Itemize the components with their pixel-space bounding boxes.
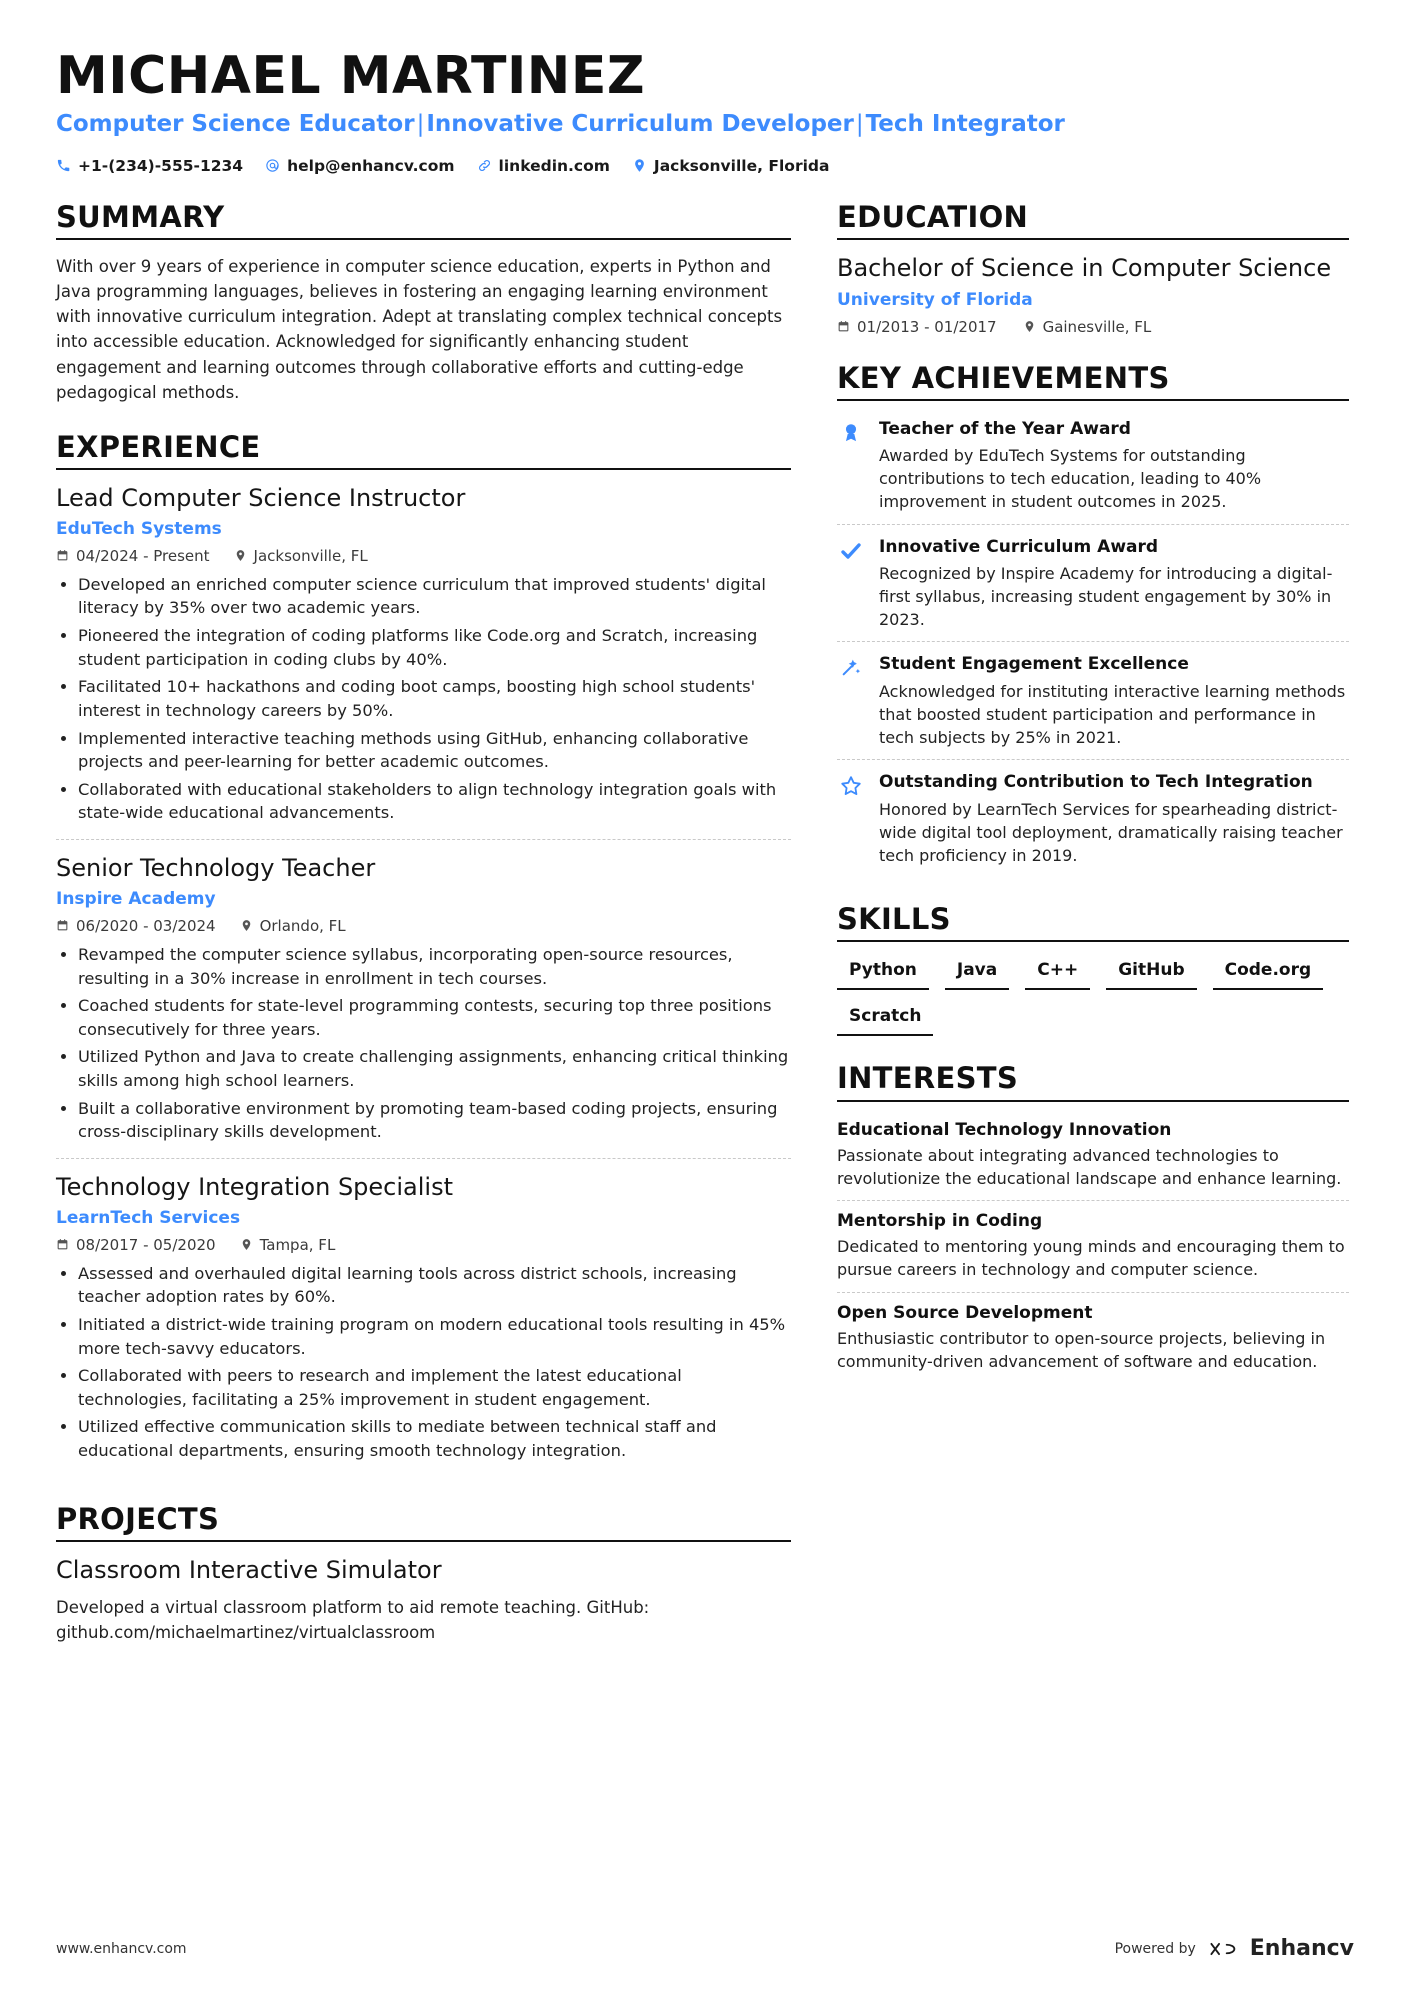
footer-powered-by (1115, 1936, 1354, 1961)
headline-separator-2: | (855, 111, 864, 138)
skills-list (837, 956, 1349, 1036)
interest-title: Educational Technology Innovation (837, 1119, 1172, 1140)
job-bullet: • Coached students for state-level programming contests, securing top three positions consecutively for three years. (78, 994, 791, 1041)
achievement-title: Teacher of the Year Award (879, 418, 1131, 439)
summary-text: With over 9 years of experience in computer science education, experts in Python and Java programming languages, believes in fostering an engaging learning environment with innovative curriculum integration. Adept at translating complex technical concepts into accessible education. Acknowledged for significantly enhancing student engagement and learning outcomes through collaborative efforts and cutting-edge pedagogical methods. (56, 257, 783, 402)
job-dates-text: 08/2017 - 05/2020 (76, 1235, 216, 1254)
experience-divider (56, 468, 791, 470)
achievement-description: Honored by LearnTech Services for spearheading district-wide digital tool deployment, dramatically raising teacher tech proficiency in 2019. (879, 799, 1343, 865)
job-location (240, 917, 346, 935)
achievements-divider (837, 399, 1349, 401)
headline-part-2: Innovative Curriculum Developer (426, 111, 854, 138)
achievement-description: Awarded by EduTech Systems for outstanding contributions to tech education, leading to 40% improvement in student outcomes in 2025. (879, 446, 1262, 512)
education-meta (837, 318, 1349, 336)
job-bullets (56, 1262, 791, 1463)
job-company: Inspire Academy (56, 888, 216, 909)
section-skills (837, 903, 1349, 1036)
job-dates (56, 547, 210, 565)
resume-body (56, 201, 1354, 1672)
job-dates (56, 1236, 216, 1254)
job-location-text: Jacksonville, FL (253, 546, 368, 565)
interest-item (837, 1116, 1349, 1200)
skill-chip: Code.org (1213, 956, 1324, 990)
contact-link[interactable] (477, 157, 610, 175)
job-bullet: • Collaborated with educational stakeholders to align technology integration goals with state-wide educational advancements. (78, 778, 791, 825)
job-bullets (56, 573, 791, 825)
job-bullet: • Initiated a district-wide training program on modern educational tools resulting in 45% more tech-savvy educators. (78, 1313, 791, 1360)
headline-part-3: Tech Integrator (865, 111, 1065, 138)
location-icon (234, 549, 247, 562)
interest-title: Open Source Development (837, 1302, 1093, 1323)
job-dates (56, 917, 216, 935)
job-bullet: • Utilized Python and Java to create challenging assignments, enhancing critical thinking skills among high school learners. (78, 1045, 791, 1092)
location-icon (1023, 320, 1036, 333)
interest-description: Enthusiastic contributor to open-source projects, believing in community-driven advancement of software and education. (837, 1328, 1326, 1371)
footer-website[interactable]: www.enhancv.com (56, 1940, 187, 1957)
enhancv-logo (1208, 1936, 1354, 1961)
job-location-text: Orlando, FL (259, 916, 346, 935)
job-bullet: • Pioneered the integration of coding platforms like Code.org and Scratch, increasing student participation in coding clubs by 40%. (78, 624, 791, 671)
star-icon (837, 772, 865, 867)
enhancv-wordmark: Enhancv (1249, 1936, 1354, 1961)
skills-divider (837, 940, 1349, 942)
section-projects (56, 1503, 791, 1646)
education-divider (837, 238, 1349, 240)
calendar-icon (56, 919, 69, 932)
achievement-title: Innovative Curriculum Award (879, 536, 1159, 557)
section-interests (837, 1062, 1349, 1382)
achievement-item (837, 524, 1349, 642)
job-title: Senior Technology Teacher (56, 854, 376, 883)
job-dates-text: 06/2020 - 03/2024 (76, 916, 216, 935)
job-bullet: • Implemented interactive teaching methods using GitHub, enhancing collaborative projects and peer-learning for better academic outcomes. (78, 727, 791, 774)
calendar-icon (56, 549, 69, 562)
achievements-heading: KEY ACHIEVEMENTS (837, 360, 1170, 395)
interest-item (837, 1292, 1349, 1383)
education-item (837, 254, 1349, 335)
achievement-description: Acknowledged for instituting interactive learning methods that boosted student participation and performance in tech subjects by 25% in 2021. (879, 681, 1346, 748)
job-company: LearnTech Services (56, 1207, 241, 1228)
section-education (837, 201, 1349, 336)
experience-item (56, 1158, 791, 1477)
contact-email-text[interactable]: help@enhancv.com (287, 156, 455, 175)
experience-item (56, 839, 791, 1158)
job-bullet: • Built a collaborative environment by promoting team-based coding projects, ensuring cross-disciplinary skills development. (78, 1097, 791, 1144)
interests-heading: INTERESTS (837, 1061, 1019, 1096)
contact-email (265, 157, 454, 175)
headline (56, 110, 1354, 139)
medal-icon (837, 419, 865, 514)
job-meta (56, 1236, 791, 1254)
job-title: Lead Computer Science Instructor (56, 484, 466, 513)
contact-phone (56, 157, 243, 175)
right-column (837, 201, 1349, 1409)
interests-divider (837, 1100, 1349, 1102)
job-bullet: • Utilized effective communication skills to mediate between technical staff and educational departments, ensuring smooth technology integration. (78, 1415, 791, 1462)
enhancv-mark-icon (1208, 1938, 1242, 1960)
education-school: University of Florida (837, 289, 1033, 310)
education-location-text: Gainesville, FL (1042, 317, 1152, 336)
section-summary (56, 201, 791, 405)
job-bullet: • Facilitated 10+ hackathons and coding boot camps, boosting high school students' interest in technology careers by 50%. (78, 675, 791, 722)
skill-chip: Java (945, 956, 1009, 990)
job-company: EduTech Systems (56, 518, 222, 539)
achievement-item (837, 641, 1349, 759)
projects-divider (56, 1540, 791, 1542)
job-bullet: • Developed an enriched computer science curriculum that improved students' digital literacy by 35% over two academic years. (78, 573, 791, 620)
education-dates (837, 318, 997, 336)
skills-heading: SKILLS (837, 902, 951, 937)
calendar-icon (837, 320, 850, 333)
skill-chip: GitHub (1106, 956, 1196, 990)
job-bullets (56, 943, 791, 1144)
page-footer (56, 1936, 1354, 1961)
achievement-item (837, 759, 1349, 877)
skill-chip: Scratch (837, 1002, 933, 1036)
project-item (56, 1556, 791, 1646)
email-icon (265, 158, 280, 173)
phone-icon (56, 158, 71, 173)
location-icon (632, 158, 647, 173)
check-icon (837, 537, 865, 632)
job-bullet: • Assessed and overhauled digital learning tools across district schools, increasing teacher adoption rates by 60%. (78, 1262, 791, 1309)
education-heading: EDUCATION (837, 199, 1029, 234)
interest-title: Mentorship in Coding (837, 1211, 1043, 1232)
contact-location-text: Jacksonville, Florida (653, 156, 830, 175)
job-title: Technology Integration Specialist (56, 1172, 453, 1201)
achievement-title: Student Engagement Excellence (879, 654, 1189, 675)
education-degree: Bachelor of Science in Computer Science (837, 254, 1332, 283)
interest-description: Passionate about integrating advanced technologies to revolutionize the educational landscape and enhance learning. (837, 1145, 1342, 1188)
summary-divider (56, 238, 791, 240)
project-title: Classroom Interactive Simulator (56, 1556, 442, 1585)
experience-heading: EXPERIENCE (56, 429, 261, 464)
powered-by-label: Powered by (1114, 1940, 1196, 1957)
job-dates-text: 04/2024 - Present (76, 546, 210, 565)
headline-part-1: Computer Science Educator (56, 111, 415, 138)
section-achievements (837, 362, 1349, 878)
section-experience (56, 431, 791, 1477)
job-bullet: • Revamped the computer science syllabus, incorporating open-source resources, resulting in a 30% increase in enrollment in tech courses. (78, 943, 791, 990)
interest-description: Dedicated to mentoring young minds and encouraging them to pursue careers in technology and computer science. (837, 1237, 1345, 1280)
job-location (240, 1236, 336, 1254)
left-column (56, 201, 791, 1672)
education-dates-text: 01/2013 - 01/2017 (857, 317, 997, 336)
project-description: Developed a virtual classroom platform to aid remote teaching. GitHub: github.com/michaelmartinez/virtualclassroom (56, 1598, 650, 1642)
link-icon (477, 158, 492, 173)
interest-item (837, 1200, 1349, 1291)
job-meta (56, 547, 791, 565)
projects-heading: PROJECTS (56, 1501, 220, 1536)
resume-header (56, 48, 1354, 175)
contact-location (632, 157, 830, 175)
page-title: MICHAEL MARTINEZ (56, 46, 646, 106)
achievement-item (837, 415, 1349, 524)
experience-item (56, 484, 791, 839)
achievement-description: Recognized by Inspire Academy for introducing a digital-first syllabus, increasing student engagement by 30% in 2023. (879, 563, 1333, 630)
contact-link-text[interactable]: linkedin.com (498, 156, 610, 175)
education-location (1023, 318, 1152, 336)
sparkle-icon (837, 654, 865, 749)
skill-chip: Python (837, 956, 929, 990)
skill-chip: C++ (1025, 956, 1090, 990)
contact-phone-text: +1-(234)-555-1234 (78, 156, 244, 175)
location-icon (240, 919, 253, 932)
job-meta (56, 917, 791, 935)
contact-list (56, 157, 1354, 175)
job-location (234, 547, 368, 565)
job-location-text: Tampa, FL (259, 1235, 336, 1254)
job-bullet: • Collaborated with peers to research and implement the latest educational technologies, facilitating a 25% improvement in student engagement. (78, 1364, 791, 1411)
summary-heading: SUMMARY (56, 199, 225, 234)
achievement-title: Outstanding Contribution to Tech Integration (879, 772, 1313, 793)
calendar-icon (56, 1238, 69, 1251)
headline-separator-1: | (416, 111, 425, 138)
location-icon (240, 1238, 253, 1251)
